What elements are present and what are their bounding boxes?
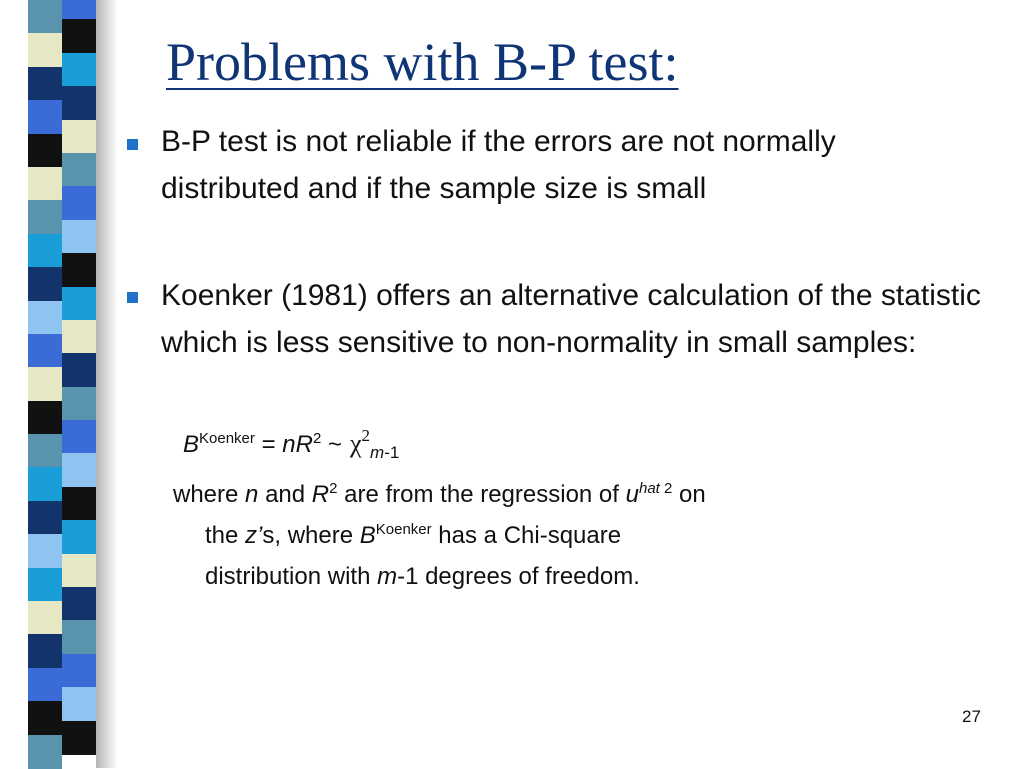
formula-b: B <box>183 431 200 458</box>
where-text: distribution with <box>205 563 378 590</box>
where-text: the <box>205 522 246 549</box>
where-text: s, where <box>262 522 360 549</box>
where-text: are from the regression of <box>337 481 626 508</box>
stripe-cell <box>62 153 96 187</box>
where-b-sup: Koenker <box>375 521 432 538</box>
stripe-cell <box>28 601 62 635</box>
where-m: m <box>377 563 398 590</box>
stripe-cell <box>62 520 96 554</box>
stripe-cell <box>28 100 62 134</box>
formula-koenker-sup: Koenker <box>199 430 255 447</box>
stripe-cell <box>62 654 96 688</box>
stripe-column-right <box>62 0 96 768</box>
stripe-shadow <box>96 0 118 768</box>
stripe-cell <box>28 501 62 535</box>
stripe-cell <box>62 554 96 588</box>
stripe-cell <box>28 534 62 568</box>
stripe-cell <box>62 587 96 621</box>
stripe-cell <box>62 453 96 487</box>
where-u: u <box>625 481 639 508</box>
stripe-cell <box>28 467 62 501</box>
stripe-cell <box>28 334 62 368</box>
stripe-cell <box>28 67 62 101</box>
stripe-cell <box>62 19 96 53</box>
chi-symbol: χ <box>349 429 362 458</box>
formula-df-rest: -1 <box>384 443 400 462</box>
stripe-cell <box>28 0 62 34</box>
stripe-cell <box>62 220 96 254</box>
bullet-square-icon <box>127 292 138 303</box>
koenker-formula <box>183 426 399 463</box>
where-text: -1 degrees of freedom. <box>397 563 640 590</box>
stripe-cell <box>28 134 62 168</box>
stripe-cell <box>62 387 96 421</box>
stripe-cell <box>28 634 62 668</box>
formula-r: R <box>295 431 313 458</box>
stripe-cell <box>62 353 96 387</box>
stripe-cell <box>28 568 62 602</box>
where-b: B <box>359 522 376 549</box>
stripe-cell <box>28 668 62 702</box>
stripe-cell <box>62 287 96 321</box>
stripe-cell <box>62 687 96 721</box>
stripe-cell <box>28 434 62 468</box>
where-r: R <box>311 481 330 508</box>
decorative-stripe-band <box>0 0 118 768</box>
stripe-cell <box>62 721 96 755</box>
formula-equals: = <box>261 431 283 458</box>
stripe-cell <box>62 120 96 154</box>
stripe-cell <box>28 234 62 268</box>
stripe-column-left <box>28 0 62 768</box>
formula-df-m: m <box>370 443 385 462</box>
formula-r-sup: 2 <box>312 430 322 447</box>
formula-tilde: ~ <box>321 431 342 458</box>
where-z: z’ <box>245 522 263 549</box>
formula-n: n <box>282 431 296 458</box>
where-u-sq: 2 <box>659 480 673 497</box>
page-number: 27 <box>962 707 981 726</box>
where-explanation <box>173 474 953 597</box>
stripe-cell <box>62 320 96 354</box>
stripe-cell <box>62 620 96 654</box>
where-u-hat: hat <box>638 480 660 497</box>
stripe-cell <box>28 367 62 401</box>
stripe-cell <box>28 267 62 301</box>
where-text: and <box>258 481 312 508</box>
bullet-square-icon <box>127 139 138 150</box>
chi-sup: 2 <box>361 426 371 445</box>
bullet-text-2: Koenker (1981) offers an alternative calculation of the statistic which is less sensitive to non-normality in small samples: <box>161 279 981 359</box>
stripe-cell <box>62 487 96 521</box>
stripe-cell <box>28 301 62 335</box>
stripe-cell <box>28 735 62 769</box>
where-text: on <box>672 481 706 508</box>
stripe-cell <box>62 186 96 220</box>
stripe-cell <box>28 200 62 234</box>
stripe-cell <box>28 701 62 735</box>
stripe-cell <box>28 401 62 435</box>
where-r-sup: 2 <box>329 480 338 497</box>
slide-title: Problems with B-P test: <box>166 32 679 92</box>
stripe-cell <box>28 33 62 67</box>
where-text: has a Chi-square <box>431 522 622 549</box>
where-n: n <box>245 481 259 508</box>
stripe-cell <box>28 167 62 201</box>
stripe-cell <box>62 86 96 120</box>
stripe-cell <box>62 0 96 20</box>
stripe-cell <box>62 253 96 287</box>
stripe-cell <box>62 53 96 87</box>
stripe-cell <box>62 420 96 454</box>
bullet-text-1: B-P test is not reliable if the errors are not normally distributed and if the sample size is small <box>161 125 836 205</box>
where-text: where <box>173 481 246 508</box>
